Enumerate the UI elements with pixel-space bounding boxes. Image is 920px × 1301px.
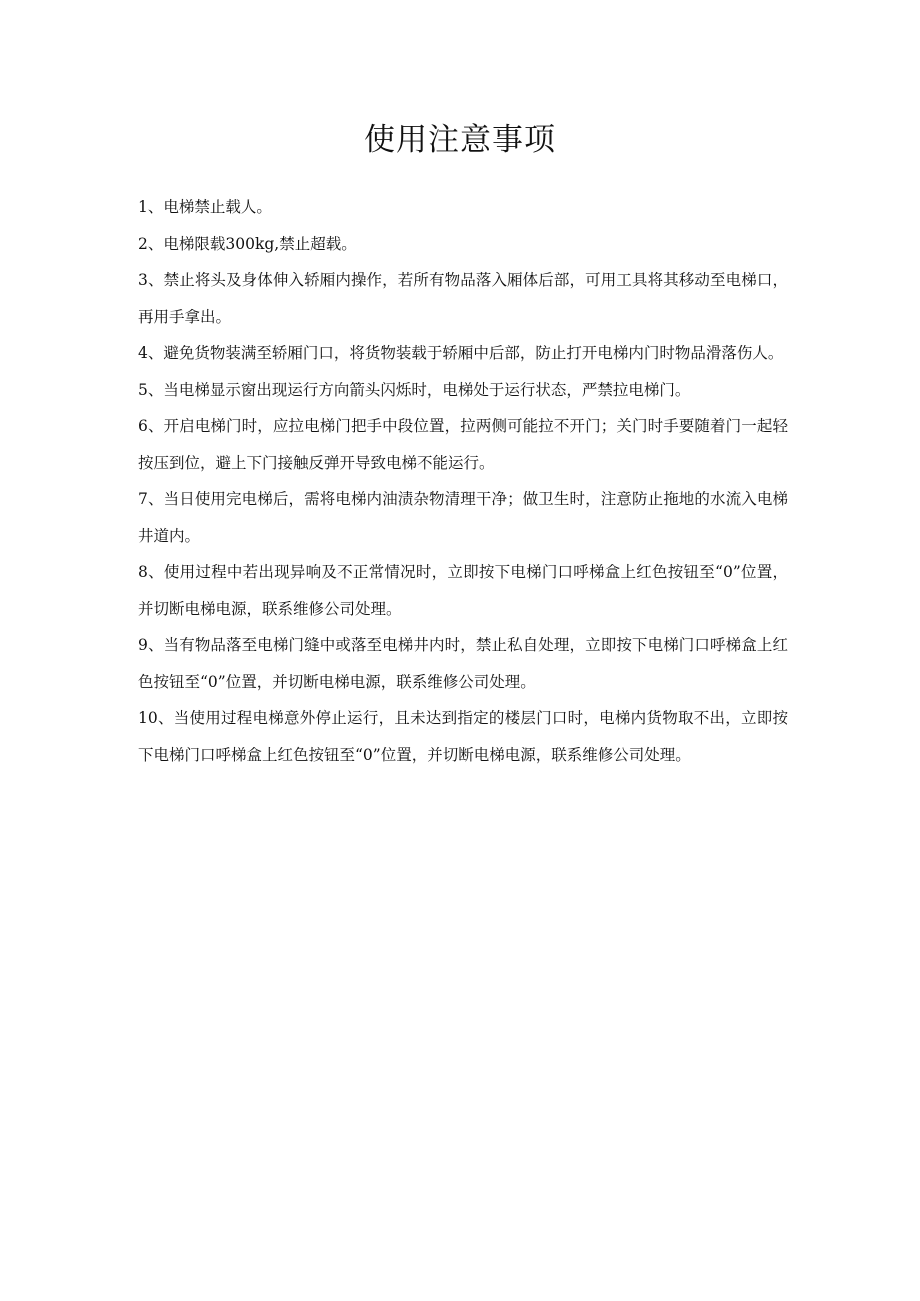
page-title: 使用注意事项 (364, 122, 556, 158)
notice-item-6: 6、开启电梯门时，应拉电梯门把手中段位置，拉两侧可能拉不开门；关门时手要随着门一起轻按压到位，避上下门接触反弹开导致电梯不能运行。 (138, 417, 788, 472)
notice-item-1: 1、电梯禁止载人。 (138, 198, 272, 216)
notice-item-7: 7、当日使用完电梯后，需将电梯内油渍杂物清理干净；做卫生时，注意防止拖地的水流入电梯井道内。 (138, 490, 788, 545)
notice-list (138, 189, 788, 773)
notice-item-10: 10、当使用过程电梯意外停止运行，且未达到指定的楼层门口时，电梯内货物取不出，立即按下电梯门口呼梯盒上红色按钮至“0”位置，并切断电梯电源，联系维修公司处理。 (138, 709, 788, 764)
notice-item-3: 3、禁止将头及身体伸入轿厢内操作，若所有物品落入厢体后部，可用工具将其移动至电梯口，再用手拿出。 (138, 271, 788, 326)
notice-item-4: 4、避免货物装满至轿厢门口，将货物装载于轿厢中后部，防止打开电梯内门时物品滑落伤人。 (138, 344, 784, 362)
notice-item-9: 9、当有物品落至电梯门缝中或落至电梯井内时，禁止私自处理，立即按下电梯门口呼梯盒上红色按钮至“0”位置，并切断电梯电源，联系维修公司处理。 (138, 636, 788, 691)
notice-item-5: 5、当电梯显示窗出现运行方向箭头闪烁时，电梯处于运行状态，严禁拉电梯门。 (138, 380, 691, 399)
notice-item-8: 8、使用过程中若出现异响及不正常情况时，立即按下电梯门口呼梯盒上红色按钮至“0”位置，并切断电梯电源，联系维修公司处理。 (138, 563, 788, 618)
notice-item-2: 2、电梯限载300kg,禁止超载。 (138, 234, 357, 253)
